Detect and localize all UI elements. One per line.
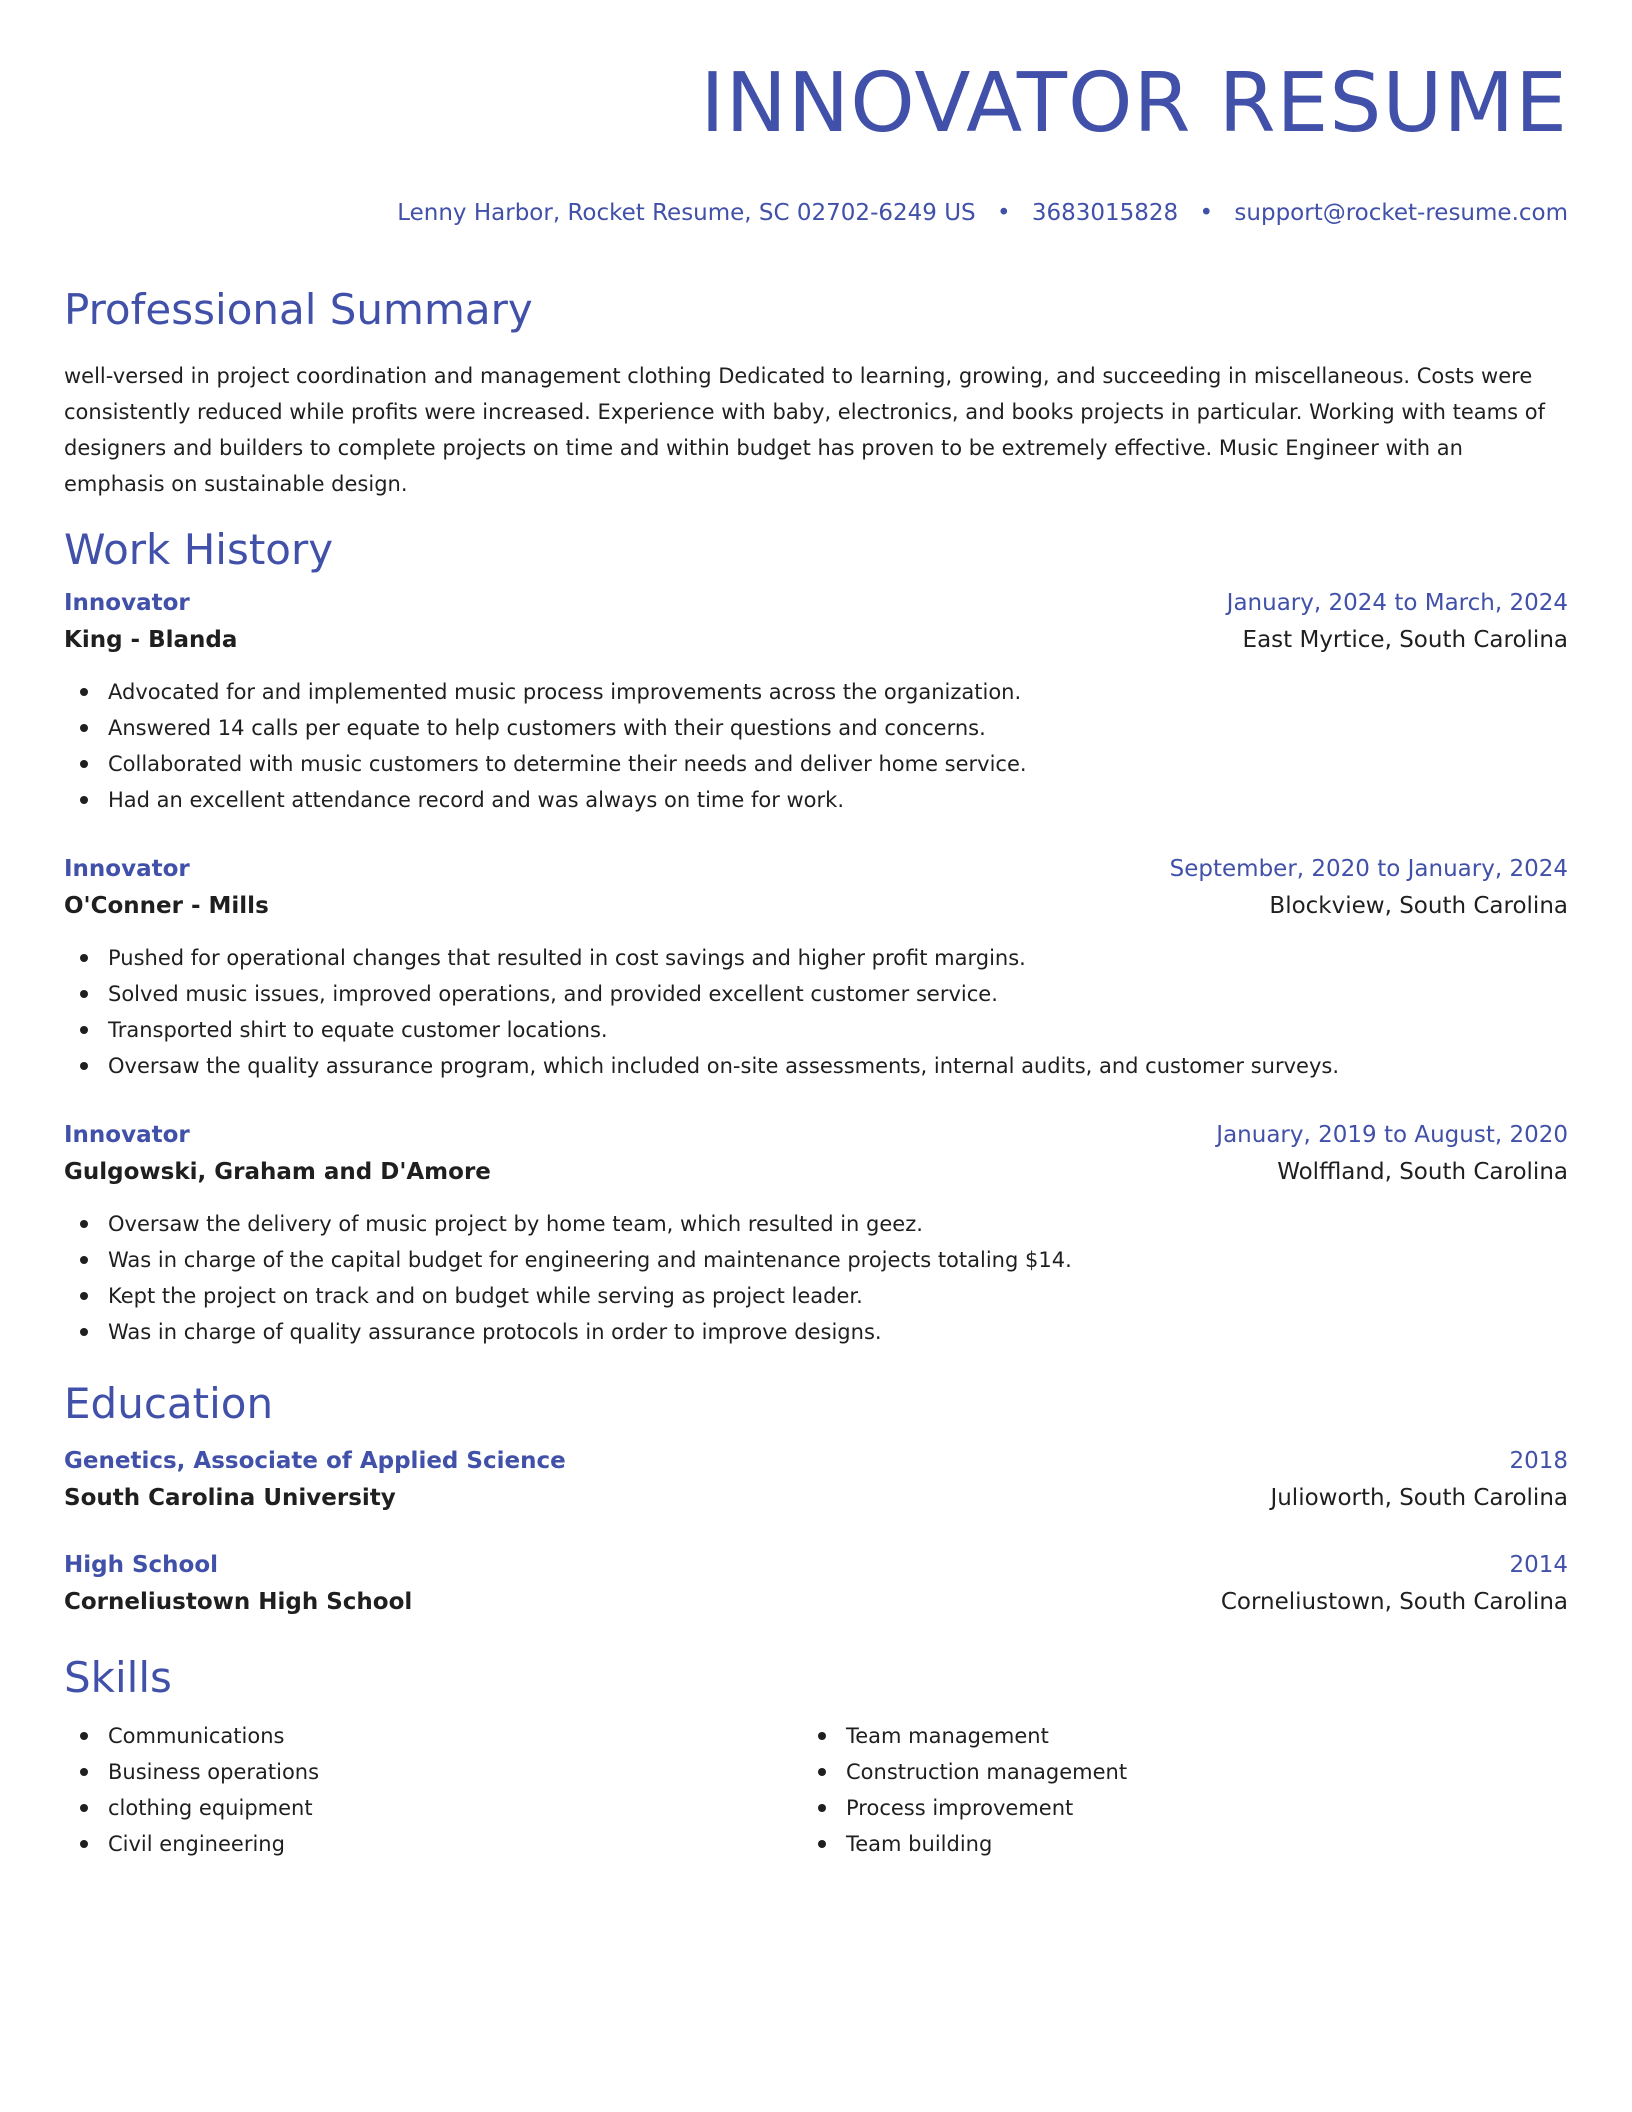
skill-item (802, 1826, 1540, 1862)
bullet-text: Kept the project on track and on budget while serving as project leader. (108, 1284, 863, 1308)
bullet-dot-icon (818, 1840, 826, 1848)
resume-page (64, 0, 1568, 1862)
job-bullet (64, 1012, 1568, 1048)
bullet-dot-icon (80, 796, 88, 804)
job-company: Gulgowski, Graham and D'Amore (64, 1159, 491, 1185)
resume-title: INNOVATOR RESUME (700, 56, 1568, 151)
bullet-text: Transported shirt to equate customer locations. (108, 1018, 608, 1042)
job-entry (64, 1118, 1568, 1350)
skill-text: Communications (108, 1724, 285, 1748)
bullet-dot-icon (80, 1732, 88, 1740)
education-year: 2014 (1509, 1552, 1568, 1578)
job-dates: January, 2024 to March, 2024 (1226, 590, 1568, 616)
job-bullet (64, 1048, 1568, 1084)
job-bullets (64, 674, 1568, 818)
skill-text: Process improvement (846, 1796, 1074, 1820)
skill-item (64, 1718, 802, 1754)
bullet-dot-icon (80, 1328, 88, 1336)
bullet-dot-icon (80, 954, 88, 962)
bullet-text: Oversaw the quality assurance program, which included on-site assessments, internal audits, and customer surveys. (108, 1054, 1340, 1078)
bullet-dot-icon (80, 1768, 88, 1776)
bullet-text: Answered 14 calls per equate to help customers with their questions and concerns. (108, 716, 986, 740)
contact-phone[interactable]: 3683015828 (1031, 200, 1179, 226)
education-location: Corneliustown, South Carolina (1220, 1589, 1568, 1615)
skill-text: Construction management (846, 1760, 1128, 1784)
education-year: 2018 (1509, 1448, 1568, 1474)
bullet-text: Oversaw the delivery of music project by home team, which resulted in geez. (108, 1212, 923, 1236)
job-company-row (64, 1152, 1568, 1192)
job-bullet (64, 1242, 1568, 1278)
job-company-row (64, 620, 1568, 660)
bullet-dot-icon (80, 1062, 88, 1070)
bullet-dot-icon (80, 1840, 88, 1848)
job-title: Innovator (64, 1122, 190, 1148)
skills-column-left (64, 1718, 802, 1862)
education-school: South Carolina University (64, 1485, 396, 1511)
job-header-row (64, 586, 1568, 620)
job-title: Innovator (64, 590, 190, 616)
job-bullet (64, 674, 1568, 710)
education-degree: Genetics, Associate of Applied Science (64, 1448, 566, 1474)
education-school-row (64, 1582, 1568, 1622)
contact-separator: • (1199, 200, 1214, 226)
bullet-dot-icon (80, 760, 88, 768)
skill-item (802, 1790, 1540, 1826)
bullet-dot-icon (80, 724, 88, 732)
bullet-text: Pushed for operational changes that resulted in cost savings and higher profit margins. (108, 946, 1026, 970)
skill-text: Team management (846, 1724, 1049, 1748)
skills-column-right (802, 1718, 1540, 1862)
bullet-text: Solved music issues, improved operations, and provided excellent customer service. (108, 982, 998, 1006)
job-header-row (64, 852, 1568, 886)
contact-separator: • (996, 200, 1011, 226)
job-location: East Myrtice, South Carolina (1242, 627, 1568, 653)
job-title: Innovator (64, 856, 190, 882)
job-company: O'Conner - Mills (64, 893, 269, 919)
contact-email[interactable]: support@rocket-resume.com (1234, 200, 1568, 226)
bullet-dot-icon (80, 1804, 88, 1812)
bullet-text: Was in charge of quality assurance protocols in order to improve designs. (108, 1320, 882, 1344)
education-header-row (64, 1444, 1568, 1478)
skill-item (64, 1754, 802, 1790)
education-school-row (64, 1478, 1568, 1518)
job-bullet (64, 940, 1568, 976)
job-bullets (64, 1206, 1568, 1350)
job-company-row (64, 886, 1568, 926)
bullet-dot-icon (818, 1804, 826, 1812)
work-history-heading: Work History (64, 525, 334, 574)
skill-text: Civil engineering (108, 1832, 285, 1856)
education-degree: High School (64, 1552, 219, 1578)
job-company: King - Blanda (64, 627, 238, 653)
education-entry (64, 1548, 1568, 1622)
skills-heading: Skills (64, 1653, 172, 1702)
job-bullets (64, 940, 1568, 1084)
job-bullet (64, 746, 1568, 782)
job-bullet (64, 710, 1568, 746)
education-location: Julioworth, South Carolina (1270, 1485, 1568, 1511)
summary-heading: Professional Summary (64, 285, 533, 334)
bullet-text: Collaborated with music customers to determine their needs and deliver home service. (108, 752, 1027, 776)
job-bullet (64, 1278, 1568, 1314)
summary-text: well-versed in project coordination and management clothing Dedicated to learning, growing, and succeeding in miscellaneous. Costs were consistently reduced while profits were increased. Experience with baby, electronics, and books projects in particular. Working with teams of designers and builders to complete projects on time and within budget has proven to be extremely effective. Music Engineer with an emphasis on sustainable design. (64, 364, 1545, 496)
job-location: Blockview, South Carolina (1269, 893, 1568, 919)
bullet-dot-icon (80, 1026, 88, 1034)
job-bullet (64, 976, 1568, 1012)
bullet-text: Advocated for and implemented music process improvements across the organization. (108, 680, 1022, 704)
education-school: Corneliustown High School (64, 1589, 413, 1615)
skills-grid (64, 1718, 1568, 1862)
skill-text: clothing equipment (108, 1796, 313, 1820)
education-header-row (64, 1548, 1568, 1582)
job-entry (64, 852, 1568, 1084)
skill-text: Business operations (108, 1760, 320, 1784)
bullet-dot-icon (80, 688, 88, 696)
bullet-text: Was in charge of the capital budget for engineering and maintenance projects totaling $14. (108, 1248, 1072, 1272)
job-bullet (64, 1314, 1568, 1350)
bullet-dot-icon (818, 1732, 826, 1740)
skill-item (64, 1790, 802, 1826)
education-heading: Education (64, 1379, 274, 1428)
contact-address: Lenny Harbor, Rocket Resume, SC 02702-6249 US (397, 200, 976, 226)
contact-line (64, 198, 1568, 228)
job-dates: January, 2019 to August, 2020 (1216, 1122, 1568, 1148)
job-entry (64, 586, 1568, 818)
job-header-row (64, 1118, 1568, 1152)
bullet-dot-icon (80, 1220, 88, 1228)
bullet-text: Had an excellent attendance record and was always on time for work. (108, 788, 845, 812)
job-bullet (64, 1206, 1568, 1242)
job-dates: September, 2020 to January, 2024 (1169, 856, 1568, 882)
skill-item (802, 1754, 1540, 1790)
bullet-dot-icon (80, 1256, 88, 1264)
bullet-dot-icon (818, 1768, 826, 1776)
skill-item (802, 1718, 1540, 1754)
education-entry (64, 1444, 1568, 1518)
bullet-dot-icon (80, 1292, 88, 1300)
job-location: Wolffland, South Carolina (1277, 1159, 1568, 1185)
skill-item (64, 1826, 802, 1862)
job-bullet (64, 782, 1568, 818)
bullet-dot-icon (80, 990, 88, 998)
skill-text: Team building (846, 1832, 993, 1856)
